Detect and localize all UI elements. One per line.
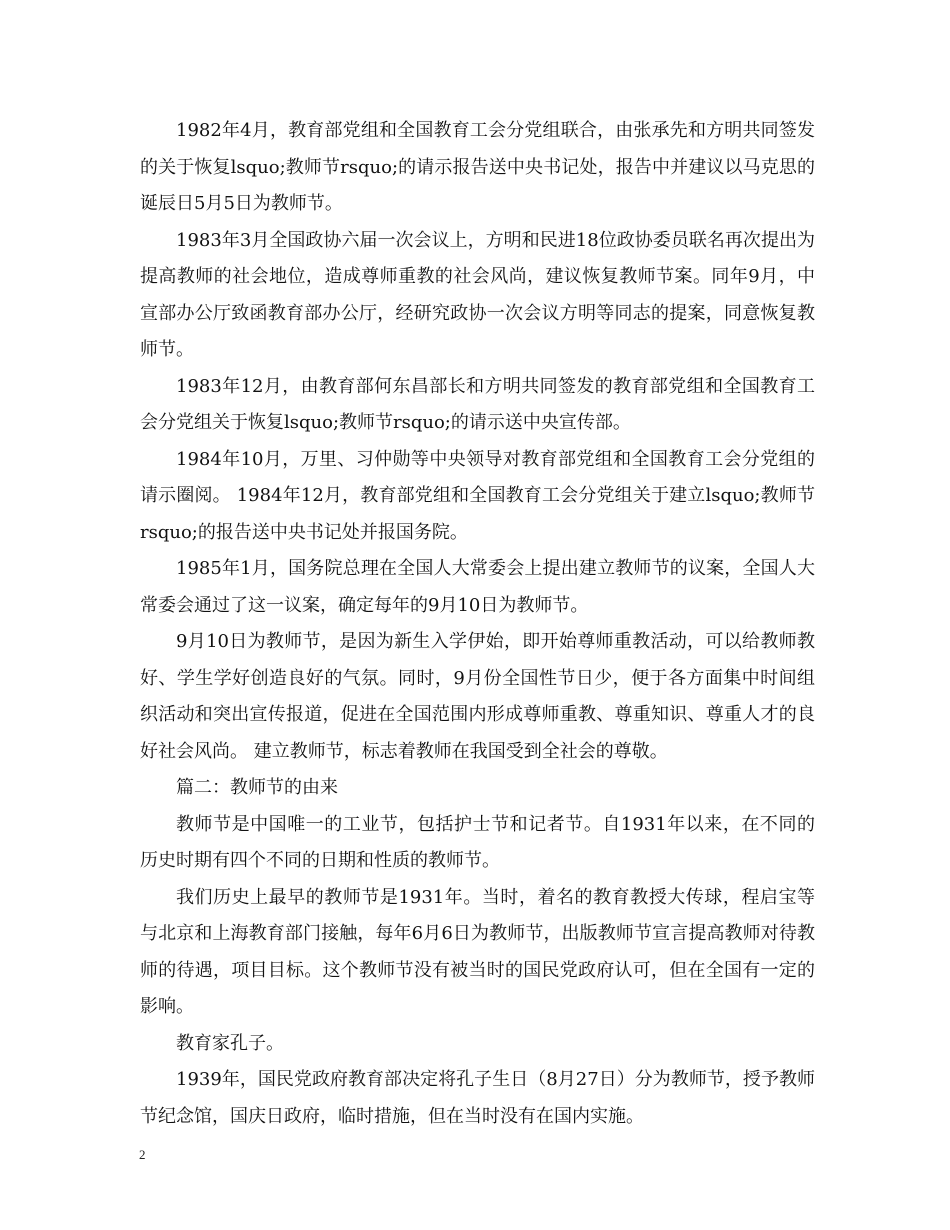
paragraph-teachers-day-intro: 教师节是中国唯一的工业节，包括护士节和记者节。自1931年以来，在不同的历史时期有四个不同的日期和性质的教师节。 [140, 813, 815, 871]
paragraph-1983-december: 1983年12月，由教育部何东昌部长和方明共同签发的教育部党组和全国教育工会分党组关于恢复lsquo;教师节rsquo;的请示送中央宣传部。 [140, 375, 815, 433]
section-heading-part-two: 篇二：教师节的由来 [176, 777, 338, 798]
document-body [140, 113, 815, 1135]
paragraph-1982: 1982年4月，教育部党组和全国教育工会分党组联合，由张承先和方明共同签发的关于恢复lsquo;教师节rsquo;的请示报告送中央书记处，报告中并建议以马克思的诞辰日5月5日为教师节。 [140, 120, 815, 214]
page-number: 2 [139, 1147, 146, 1162]
paragraph-1939: 1939年，国民党政府教育部决定将孔子生日（8月27日）分为教师节，授予教师节纪念馆，国庆日政府，临时措施，但在当时没有在国内实施。 [140, 1069, 815, 1127]
paragraph-1983-march: 1983年3月全国政协六届一次会议上，方明和民进18位政协委员联名再次提出为提高教师的社会地位，造成尊师重教的社会风尚，建议恢复教师节案。同年9月，中宣部办公厅致函教育部办公厅，经研究政协一次会议方明等同志的提案，同意恢复教师节。 [140, 229, 815, 360]
paragraph-1984: 1984年10月，万里、习仲勋等中央领导对教育部党组和全国教育工会分党组的请示圈阅。 1984年12月，教育部党组和全国教育工会分党组关于建立lsquo;教师节rsquo;的报告送中央书记处并报国务院。 [140, 448, 815, 543]
paragraph-september-10: 9月10日为教师节，是因为新生入学伊始，即开始尊师重教活动，可以给教师教好、学生学好创造良好的气氛。同时，9月份全国性节日少，便于各方面集中时间组织活动和突出宣传报道，促进在全国范围内形成尊师重教、尊重知识、尊重人才的良好社会风尚。 建立教师节，标志着教师在我国受到全社会的尊敬。 [140, 631, 815, 762]
paragraph-1931: 我们历史上最早的教师节是1931年。当时，着名的教育教授大传球，程启宝等与北京和上海教育部门接触，每年6月6日为教师节，出版教师节宣言提高教师对待教师的待遇，项目目标。这个教师节没有被当时的国民党政府认可，但在全国有一定的影响。 [140, 886, 815, 1017]
paragraph-confucius: 教育家孔子。 [176, 1032, 284, 1054]
paragraph-1985: 1985年1月，国务院总理在全国人大常委会上提出建立教师节的议案，全国人大常委会通过了这一议案，确定每年的9月10日为教师节。 [140, 558, 815, 616]
